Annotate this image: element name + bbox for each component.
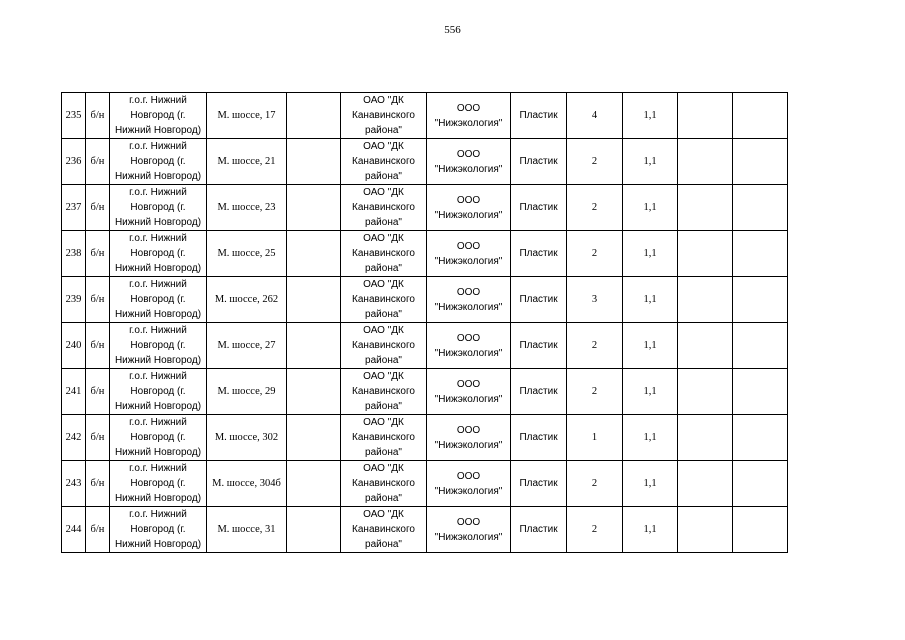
address-cell: М. шоссе, 25 — [207, 231, 287, 277]
empty-cell — [678, 461, 733, 507]
volume-cell: 1,1 — [623, 415, 678, 461]
extra-cell — [287, 231, 341, 277]
type-cell: б/н — [86, 323, 110, 369]
count-cell: 2 — [567, 323, 623, 369]
operator-cell: ООО "Нижэкология" — [427, 185, 511, 231]
table-row — [62, 231, 788, 277]
material-cell: Пластик — [511, 461, 567, 507]
volume-cell: 1,1 — [623, 369, 678, 415]
row-number-cell: 237 — [62, 185, 86, 231]
row-number-cell: 243 — [62, 461, 86, 507]
table-row — [62, 139, 788, 185]
table-row — [62, 369, 788, 415]
operator-cell: ООО "Нижэкология" — [427, 139, 511, 185]
type-cell: б/н — [86, 461, 110, 507]
owner-cell: ОАО "ДК Канавинского района" — [341, 323, 427, 369]
operator-cell: ООО "Нижэкология" — [427, 507, 511, 553]
extra-cell — [287, 139, 341, 185]
material-cell: Пластик — [511, 369, 567, 415]
count-cell: 4 — [567, 93, 623, 139]
address-cell: М. шоссе, 29 — [207, 369, 287, 415]
extra-cell — [287, 323, 341, 369]
material-cell: Пластик — [511, 139, 567, 185]
type-cell: б/н — [86, 369, 110, 415]
empty-cell — [678, 507, 733, 553]
operator-cell: ООО "Нижэкология" — [427, 369, 511, 415]
settlement-cell: г.о.г. Нижний Новгород (г. Нижний Новгород) — [110, 507, 207, 553]
settlement-cell: г.о.г. Нижний Новгород (г. Нижний Новгород) — [110, 231, 207, 277]
extra-cell — [287, 369, 341, 415]
address-cell: М. шоссе, 21 — [207, 139, 287, 185]
empty-cell — [678, 139, 733, 185]
registry-table — [61, 92, 788, 553]
empty-cell — [678, 369, 733, 415]
owner-cell: ОАО "ДК Канавинского района" — [341, 369, 427, 415]
extra-cell — [287, 507, 341, 553]
count-cell: 2 — [567, 507, 623, 553]
row-number-cell: 240 — [62, 323, 86, 369]
settlement-cell: г.о.г. Нижний Новгород (г. Нижний Новгород) — [110, 93, 207, 139]
row-number-cell: 242 — [62, 415, 86, 461]
owner-cell: ОАО "ДК Канавинского района" — [341, 415, 427, 461]
count-cell: 3 — [567, 277, 623, 323]
address-cell: М. шоссе, 262 — [207, 277, 287, 323]
empty-cell — [678, 185, 733, 231]
empty-cell — [733, 323, 788, 369]
address-cell: М. шоссе, 17 — [207, 93, 287, 139]
volume-cell: 1,1 — [623, 277, 678, 323]
operator-cell: ООО "Нижэкология" — [427, 415, 511, 461]
operator-cell: ООО "Нижэкология" — [427, 93, 511, 139]
material-cell: Пластик — [511, 415, 567, 461]
row-number-cell: 241 — [62, 369, 86, 415]
empty-cell — [733, 139, 788, 185]
empty-cell — [678, 415, 733, 461]
empty-cell — [733, 507, 788, 553]
owner-cell: ОАО "ДК Канавинского района" — [341, 231, 427, 277]
extra-cell — [287, 415, 341, 461]
material-cell: Пластик — [511, 507, 567, 553]
row-number-cell: 239 — [62, 277, 86, 323]
settlement-cell: г.о.г. Нижний Новгород (г. Нижний Новгород) — [110, 277, 207, 323]
material-cell: Пластик — [511, 277, 567, 323]
table-row — [62, 461, 788, 507]
volume-cell: 1,1 — [623, 139, 678, 185]
extra-cell — [287, 461, 341, 507]
empty-cell — [733, 93, 788, 139]
count-cell: 2 — [567, 139, 623, 185]
owner-cell: ОАО "ДК Канавинского района" — [341, 461, 427, 507]
row-number-cell: 235 — [62, 93, 86, 139]
settlement-cell: г.о.г. Нижний Новгород (г. Нижний Новгород) — [110, 461, 207, 507]
type-cell: б/н — [86, 277, 110, 323]
settlement-cell: г.о.г. Нижний Новгород (г. Нижний Новгород) — [110, 185, 207, 231]
volume-cell: 1,1 — [623, 323, 678, 369]
operator-cell: ООО "Нижэкология" — [427, 323, 511, 369]
count-cell: 1 — [567, 415, 623, 461]
address-cell: М. шоссе, 304б — [207, 461, 287, 507]
table-body — [62, 93, 788, 553]
settlement-cell: г.о.г. Нижний Новгород (г. Нижний Новгород) — [110, 415, 207, 461]
row-number-cell: 236 — [62, 139, 86, 185]
type-cell: б/н — [86, 93, 110, 139]
address-cell: М. шоссе, 31 — [207, 507, 287, 553]
material-cell: Пластик — [511, 93, 567, 139]
empty-cell — [733, 185, 788, 231]
settlement-cell: г.о.г. Нижний Новгород (г. Нижний Новгород) — [110, 139, 207, 185]
address-cell: М. шоссе, 302 — [207, 415, 287, 461]
empty-cell — [733, 277, 788, 323]
row-number-cell: 244 — [62, 507, 86, 553]
operator-cell: ООО "Нижэкология" — [427, 231, 511, 277]
volume-cell: 1,1 — [623, 185, 678, 231]
owner-cell: ОАО "ДК Канавинского района" — [341, 185, 427, 231]
owner-cell: ОАО "ДК Канавинского района" — [341, 139, 427, 185]
empty-cell — [733, 369, 788, 415]
table-row — [62, 323, 788, 369]
count-cell: 2 — [567, 231, 623, 277]
count-cell: 2 — [567, 461, 623, 507]
empty-cell — [678, 277, 733, 323]
owner-cell: ОАО "ДК Канавинского района" — [341, 93, 427, 139]
type-cell: б/н — [86, 139, 110, 185]
type-cell: б/н — [86, 507, 110, 553]
owner-cell: ОАО "ДК Канавинского района" — [341, 277, 427, 323]
extra-cell — [287, 185, 341, 231]
empty-cell — [733, 461, 788, 507]
empty-cell — [733, 415, 788, 461]
page-number: 556 — [444, 24, 461, 36]
type-cell: б/н — [86, 231, 110, 277]
table-row — [62, 415, 788, 461]
address-cell: М. шоссе, 23 — [207, 185, 287, 231]
empty-cell — [678, 231, 733, 277]
row-number-cell: 238 — [62, 231, 86, 277]
table-row — [62, 185, 788, 231]
material-cell: Пластик — [511, 185, 567, 231]
volume-cell: 1,1 — [623, 93, 678, 139]
extra-cell — [287, 93, 341, 139]
volume-cell: 1,1 — [623, 461, 678, 507]
material-cell: Пластик — [511, 323, 567, 369]
owner-cell: ОАО "ДК Канавинского района" — [341, 507, 427, 553]
empty-cell — [678, 93, 733, 139]
volume-cell: 1,1 — [623, 231, 678, 277]
table-row — [62, 277, 788, 323]
operator-cell: ООО "Нижэкология" — [427, 277, 511, 323]
type-cell: б/н — [86, 185, 110, 231]
table-row — [62, 93, 788, 139]
volume-cell: 1,1 — [623, 507, 678, 553]
count-cell: 2 — [567, 185, 623, 231]
empty-cell — [733, 231, 788, 277]
operator-cell: ООО "Нижэкология" — [427, 461, 511, 507]
material-cell: Пластик — [511, 231, 567, 277]
address-cell: М. шоссе, 27 — [207, 323, 287, 369]
type-cell: б/н — [86, 415, 110, 461]
extra-cell — [287, 277, 341, 323]
count-cell: 2 — [567, 369, 623, 415]
empty-cell — [678, 323, 733, 369]
table-row — [62, 507, 788, 553]
settlement-cell: г.о.г. Нижний Новгород (г. Нижний Новгород) — [110, 323, 207, 369]
settlement-cell: г.о.г. Нижний Новгород (г. Нижний Новгород) — [110, 369, 207, 415]
